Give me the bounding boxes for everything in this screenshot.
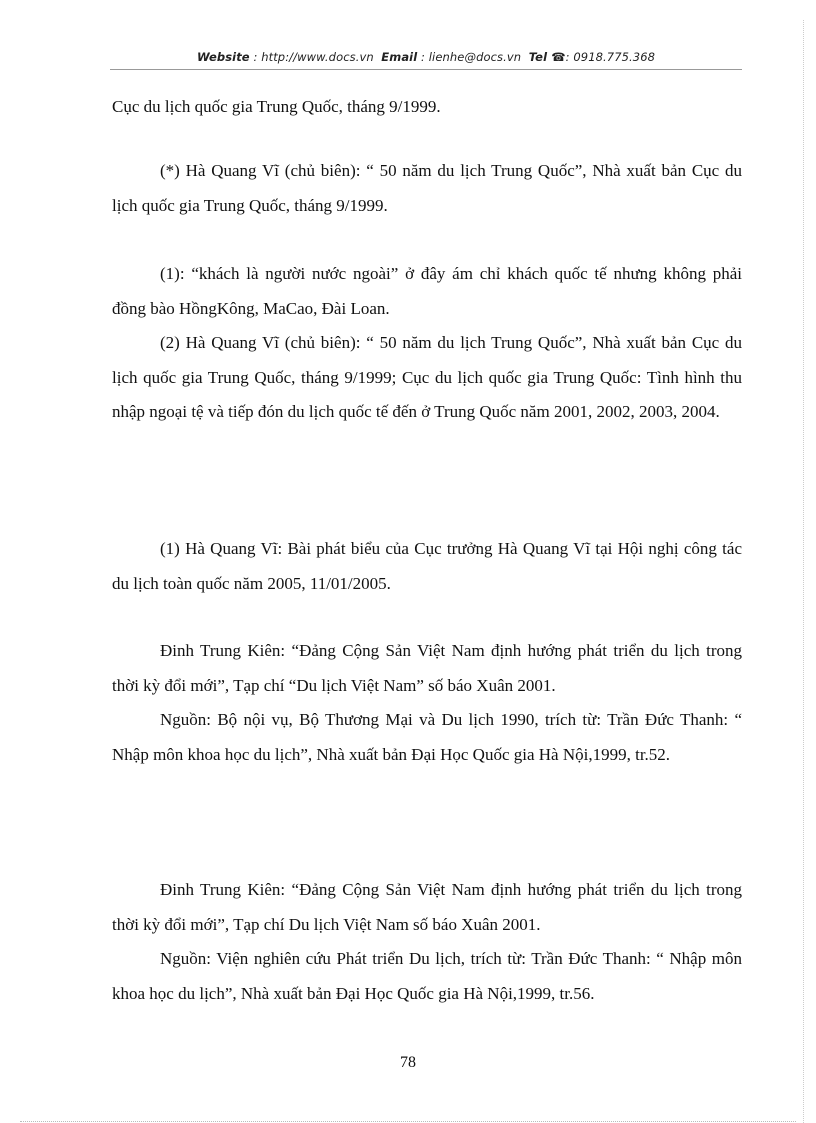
paragraph-nguon-2: Nguồn: Viện nghiên cứu Phát triển Du lịch, trích từ: Trần Đức Thanh: “ Nhập môn khoa học du lịch”, Nhà xuất bản Đại Học Quốc gia Hà Nội,1999, tr.56. (112, 949, 742, 1003)
page-right-border (803, 20, 804, 1123)
email-label: Email (381, 50, 418, 64)
website-label: Website (196, 50, 250, 64)
page-bottom-border (20, 1121, 796, 1122)
paragraph-footnote-star: (*) Hà Quang Vĩ (chủ biên): “ 50 năm du lịch Trung Quốc”, Nhà xuất bản Cục du lịch quốc gia Trung Quốc, tháng 9/1999. (112, 161, 742, 215)
page-header (110, 50, 742, 64)
page-number: 78 (400, 1054, 416, 1071)
website-value[interactable]: : http://www.docs.vn (253, 50, 374, 64)
tel-value: : 0918.775.368 (565, 50, 656, 64)
paragraph-footnote-1: (1): “khách là người nước ngoài” ở đây ám chỉ khách quốc tế nhưng không phải đồng bào HồngKông, MaCao, Đài Loan. (112, 264, 742, 318)
paragraph-nguon-1: Nguồn: Bộ nội vụ, Bộ Thương Mại và Du lịch 1990, trích từ: Trần Đức Thanh: “ Nhập môn khoa học du lịch”, Nhà xuất bản Đại Học Quốc gia Hà Nội,1999, tr.52. (112, 710, 742, 764)
paragraph-dinh-trung-kien-1: Đinh Trung Kiên: “Đảng Cộng Sản Việt Nam định hướng phát triển du lịch trong thời kỳ đổi mới”, Tạp chí “Du lịch Việt Nam” số báo Xuân 2001. (112, 641, 742, 695)
paragraph-dinh-trung-kien-2: Đinh Trung Kiên: “Đảng Cộng Sản Việt Nam định hướng phát triển du lịch trong thời kỳ đổi mới”, Tạp chí Du lịch Việt Nam số báo Xuân 2001. (112, 880, 742, 934)
paragraph-continuation: Cục du lịch quốc gia Trung Quốc, tháng 9/1999. (112, 97, 441, 116)
paragraph-footnote-1b: (1) Hà Quang Vĩ: Bài phát biểu của Cục trưởng Hà Quang Vĩ tại Hội nghị công tác du lịch toàn quốc năm 2005, 11/01/2005. (112, 539, 742, 593)
paragraph-footnote-2: (2) Hà Quang Vĩ (chủ biên): “ 50 năm du lịch Trung Quốc”, Nhà xuất bản Cục du lịch quốc gia Trung Quốc, tháng 9/1999; Cục du lịch quốc gia Trung Quốc: Tình hình thu nhập ngoại tệ và tiếp đón du lịch quốc tế đến ở Trung Quốc năm 2001, 2002, 2003, 2004. (112, 333, 742, 421)
header-divider (110, 69, 742, 70)
email-value[interactable]: : lienhe@docs.vn (421, 50, 522, 64)
tel-label: Tel ☎ (528, 50, 566, 64)
